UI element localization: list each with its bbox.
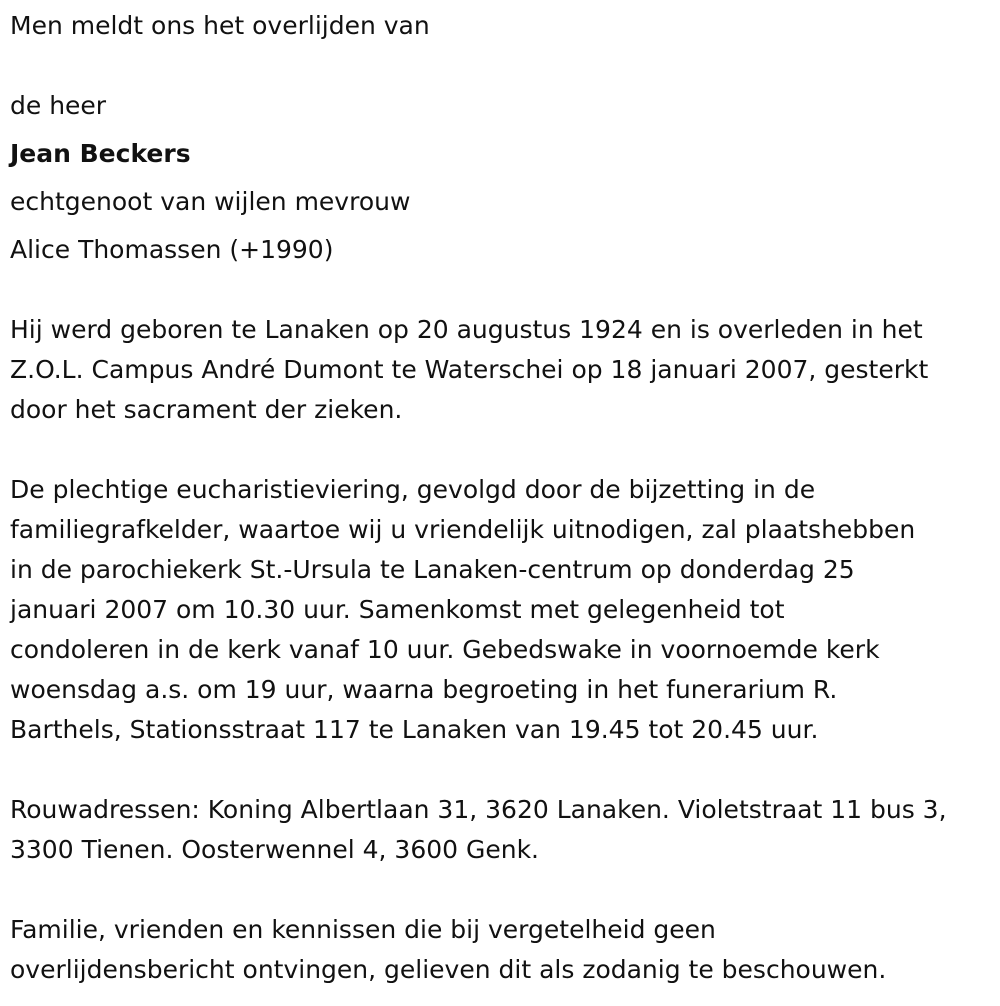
paragraph-line: Hij werd geboren te Lanaken op 20 augustus 1924 en is overleden in het xyxy=(10,315,923,344)
paragraph-line: 3300 Tienen. Oosterwennel 4, 3600 Genk. xyxy=(10,835,540,864)
paragraph-ceremony xyxy=(10,470,995,750)
deceased-name: Jean Beckers xyxy=(10,139,191,168)
paragraph-line: woensdag a.s. om 19 uur, waarna begroeting in het funerarium R. xyxy=(10,675,838,704)
salutation-text: de heer xyxy=(10,91,107,120)
relation-text: echtgenoot van wijlen mevrouw xyxy=(10,187,411,216)
paragraph-line: condoleren in de kerk vanaf 10 uur. Gebedswake in voornoemde kerk xyxy=(10,635,880,664)
paragraph-line: Z.O.L. Campus André Dumont te Waterschei op 18 januari 2007, gesterkt xyxy=(10,355,929,384)
paragraph-line: familiegrafkelder, waartoe wij u vriendelijk uitnodigen, zal plaatshebben xyxy=(10,515,916,544)
paragraph-line: Barthels, Stationsstraat 117 te Lanaken van 19.45 tot 20.45 uur. xyxy=(10,715,819,744)
spouse-text: Alice Thomassen (+1990) xyxy=(10,235,334,264)
intro-text: Men meldt ons het overlijden van xyxy=(10,11,430,40)
paragraph-line: door het sacrament der zieken. xyxy=(10,395,403,424)
paragraph-line: januari 2007 om 10.30 uur. Samenkomst met gelegenheid tot xyxy=(10,595,785,624)
paragraph-line: Familie, vrienden en kennissen die bij vergetelheid geen xyxy=(10,915,716,944)
death-notice xyxy=(10,6,995,990)
paragraph-closing xyxy=(10,910,995,990)
paragraph-line: De plechtige eucharistieviering, gevolgd door de bijzetting in de xyxy=(10,475,816,504)
paragraph-line: in de parochiekerk St.-Ursula te Lanaken-centrum op donderdag 25 xyxy=(10,555,855,584)
paragraph-line: overlijdensbericht ontvingen, gelieven dit als zodanig te beschouwen. xyxy=(10,955,887,984)
paragraph-line: Rouwadressen: Koning Albertlaan 31, 3620 Lanaken. Violetstraat 11 bus 3, xyxy=(10,795,947,824)
paragraph-addresses xyxy=(10,790,995,870)
paragraph-birth-death xyxy=(10,310,995,430)
